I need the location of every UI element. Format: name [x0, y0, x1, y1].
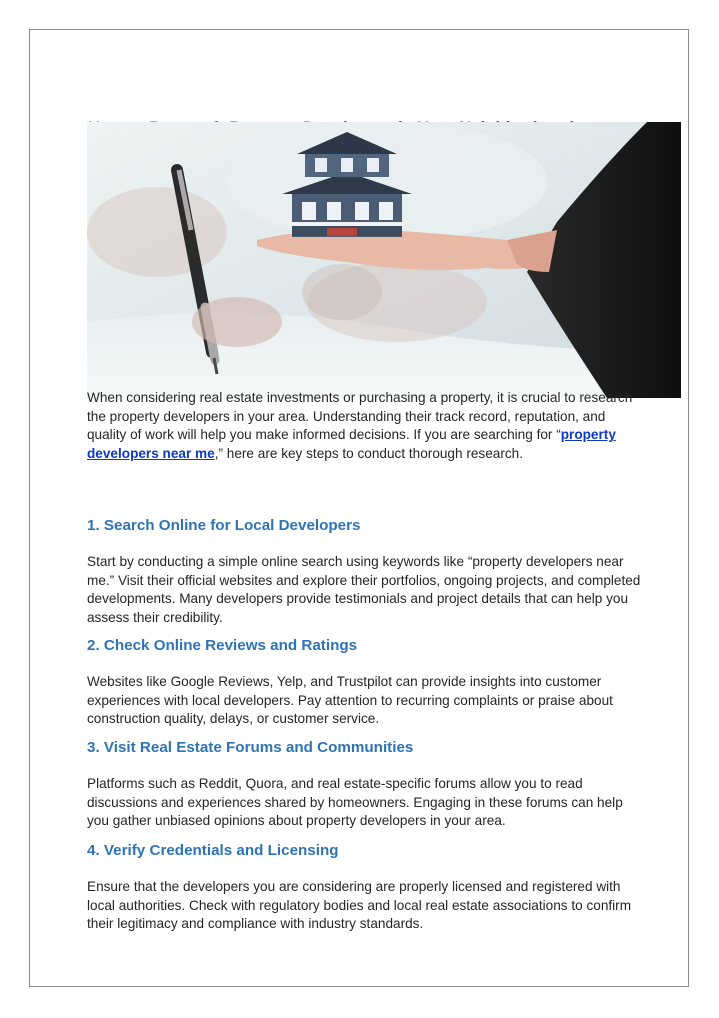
hero-image [87, 122, 681, 398]
section-4-heading: 4. Verify Credentials and Licensing [87, 842, 339, 859]
property-developers-link[interactable]: property developers near me [87, 427, 616, 461]
intro-text-start: When considering real estate investments or purchasing a property, it is crucial to research the property developers in your area. Understanding their track record, reputation, and quality of work will help you make informed decisions. If you are searching for “ [87, 390, 633, 443]
document-page [29, 29, 689, 987]
section-1-body: Start by conducting a simple online search using keywords like “property developers near me.” Visit their official websites and explore their portfolios, ongoing projects, and completed developments. Many developers provide testimonials and project details that can help you assess their credibility. [87, 554, 641, 625]
section-3-body: Platforms such as Reddit, Quora, and real estate-specific forums allow you to read discussions and experiences shared by homeowners. Engaging in these forums can help you gather unbiased opinions about property developers in your area. [87, 776, 623, 829]
section-2-body: Websites like Google Reviews, Yelp, and Trustpilot can provide insights into customer experiences with local developers. Pay attention to recurring complaints or praise about construction quality, delays, or customer service. [87, 674, 613, 727]
intro-text-end: ,” here are key steps to conduct thorough research. [214, 445, 523, 461]
section-4-body: Ensure that the developers you are considering are properly licensed and registered with local authorities. Check with regulatory bodies and local real estate associations to confirm their legitimacy and compliance with industry standards. [87, 879, 632, 932]
section-2-heading: 2. Check Online Reviews and Ratings [87, 637, 358, 654]
section-1-heading: 1. Search Online for Local Developers [87, 517, 361, 534]
section-3-heading: 3. Visit Real Estate Forums and Communities [87, 739, 414, 756]
intro-paragraph [87, 389, 647, 463]
